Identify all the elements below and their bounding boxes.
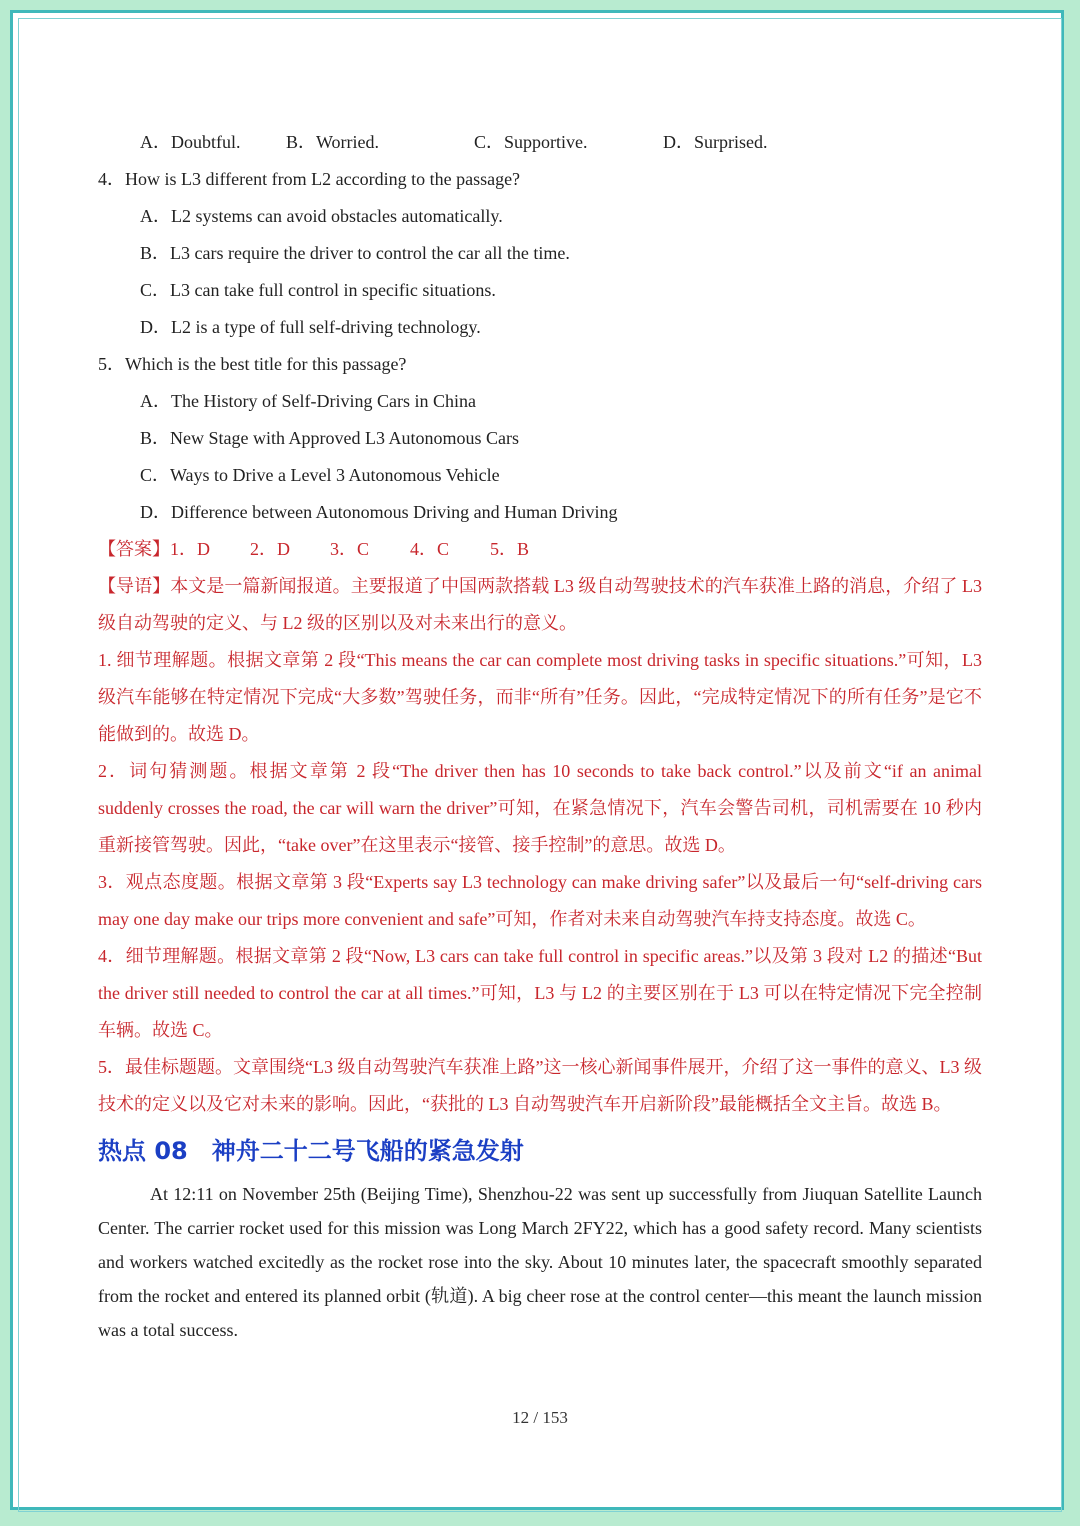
answer-tag: 【答案】 [98, 539, 170, 559]
page-content [98, 124, 982, 1347]
q3-option-b: B．Worried. [286, 132, 380, 152]
explanation-5: 5．最佳标题题。文章围绕“L3 级自动驾驶汽车获准上路”这一核心新闻事件展开，介绍了这一事件的意义、L3 级技术的定义以及它对未来的影响。因此，“获批的 L3 自动驾驶汽车开启新阶段”最能概括全文主旨。故选 B。 [98, 1057, 982, 1114]
q5-option-d: D．Difference between Autonomous Driving and Human Driving [140, 502, 618, 522]
answer-key [98, 531, 982, 568]
q4-stem: 4．How is L3 different from L2 according to the passage? [98, 169, 521, 189]
q4-option-c: C．L3 can take full control in specific situations. [140, 280, 496, 300]
q5-option-b: B．New Stage with Approved L3 Autonomous Cars [140, 428, 519, 448]
q4-option-b: B．L3 cars require the driver to control the car all the time. [140, 243, 570, 263]
q3-options [98, 124, 982, 161]
answer-3: 3．C [330, 539, 370, 559]
q3-option-c: C．Supportive. [474, 132, 588, 152]
answer-2: 2．D [250, 539, 290, 559]
reading-passage: At 12:11 on November 25th (Beijing Time), Shenzhou-22 was sent up successfully from Jiuquan Satellite Launch Center. The carrier rocket used for this mission was Long March 2FY22, which has a good safety record. Many scientists and workers watched excitedly as the rocket rose into the sky. About 10 minutes later, the spacecraft smoothly separated from the rocket and entered its planned orbit (轨道). A big cheer rose at the control center—this meant the launch mission was a total success. [98, 1184, 982, 1340]
explanation-1: 1. 细节理解题。根据文章第 2 段“This means the car can complete most driving tasks in specific situations.”可知，L3 级汽车能够在特定情况下完成“大多数”驾驶任务，而非“所有”任务。因此，“完成特定情况下的所有任务”是它不能做到的。故选 D。 [98, 650, 982, 744]
q5-stem: 5．Which is the best title for this passage? [98, 354, 407, 374]
section-heading [98, 1129, 982, 1173]
guide-paragraph: 【导语】本文是一篇新闻报道。主要报道了中国两款搭载 L3 级自动驾驶技术的汽车获准上路的消息，介绍了 L3 级自动驾驶的定义、与 L2 级的区别以及对未来出行的意义。 [98, 576, 982, 633]
answer-5: 5．B [490, 539, 530, 559]
q5-option-a: A．The History of Self-Driving Cars in China [140, 391, 476, 411]
page-number: 12 / 153 [512, 1408, 568, 1427]
explanation-3: 3．观点态度题。根据文章第 3 段“Experts say L3 technology can make driving safer”以及最后一句“self-driving cars may one day make our trips more convenient and safe”可知，作者对未来自动驾驶汽车持支持态度。故选 C。 [98, 872, 982, 929]
q3-option-d: D．Surprised. [663, 132, 768, 152]
explanation-2: 2．词句猜测题。根据文章第 2 段“The driver then has 10 seconds to take back control.”以及前文“if an animal suddenly crosses the road, the car will warn the driver”可知，在紧急情况下，汽车会警告司机，司机需要在 10 秒内重新接管驾驶。因此，“take over”在这里表示“接管、接手控制”的意思。故选 D。 [98, 761, 982, 855]
q4-option-a: A．L2 systems can avoid obstacles automatically. [140, 206, 503, 226]
answer-4: 4．C [410, 539, 450, 559]
answer-1: 1．D [170, 539, 210, 559]
q5-option-c: C．Ways to Drive a Level 3 Autonomous Vehicle [140, 465, 500, 485]
section-title: 神舟二十二号飞船的紧急发射 [211, 1137, 524, 1165]
section-number: 热点 08 [98, 1137, 188, 1165]
explanation-4: 4．细节理解题。根据文章第 2 段“Now, L3 cars can take full control in specific areas.”以及第 3 段对 L2 的描述“But the driver still needed to control the car at all times.”可知，L3 与 L2 的主要区别在于 L3 可以在特定情况下完全控制车辆。故选 C。 [98, 946, 982, 1040]
q3-option-a: A．Doubtful. [140, 132, 241, 152]
q4-option-d: D．L2 is a type of full self-driving technology. [140, 317, 481, 337]
